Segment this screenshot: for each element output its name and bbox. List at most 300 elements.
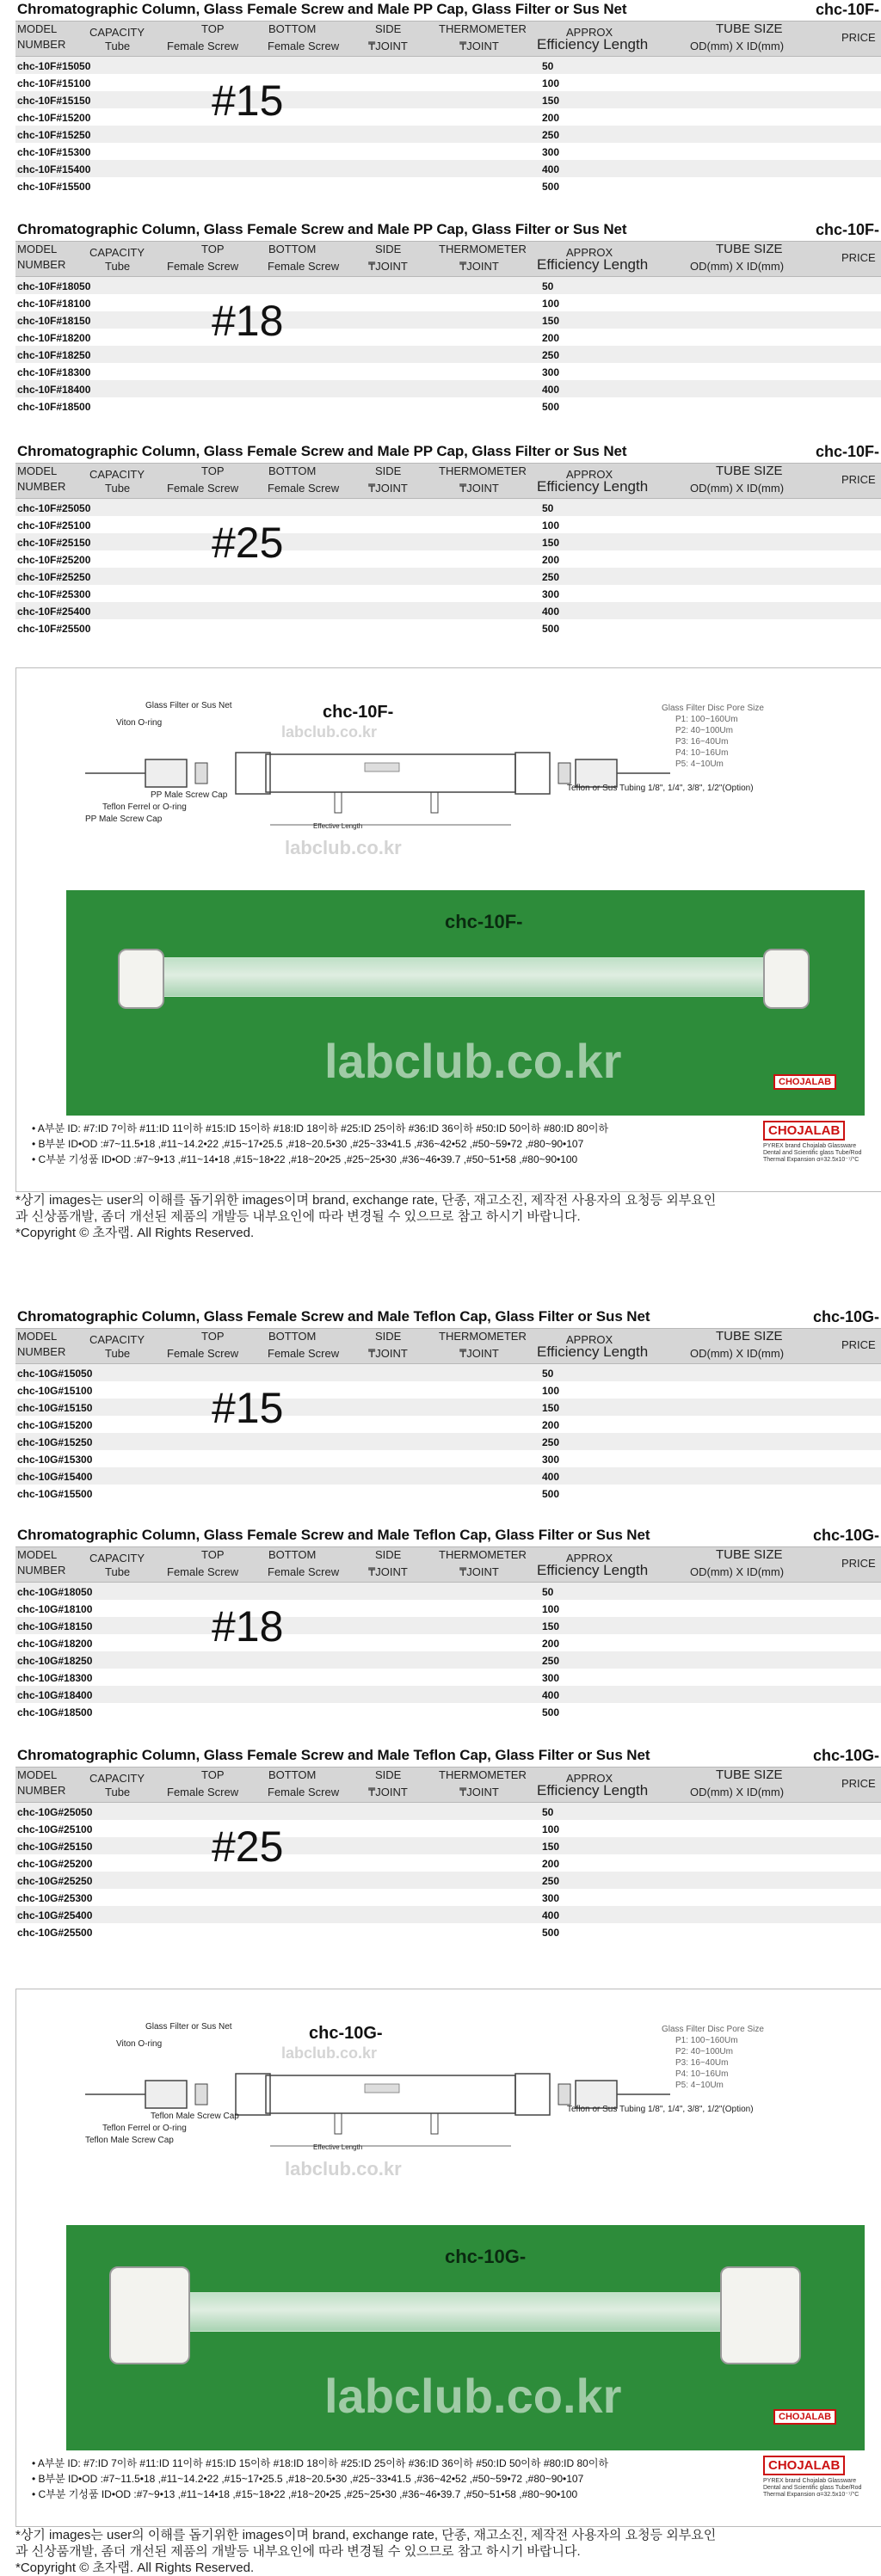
col-efficiency-length: Efficiency Length bbox=[537, 1343, 649, 1360]
table-row bbox=[15, 1583, 881, 1600]
watermark-top: labclub.co.kr bbox=[281, 2044, 378, 2062]
efficiency-length-value: 250 bbox=[542, 1655, 560, 1667]
efficiency-length-value: 200 bbox=[542, 1419, 560, 1431]
table-row bbox=[15, 550, 881, 568]
table-row bbox=[15, 74, 881, 91]
model-number: chc-10F#15200 bbox=[17, 112, 91, 124]
product-table bbox=[15, 0, 881, 194]
label-glass-filter: Glass Filter or Sus Net bbox=[145, 2022, 232, 2032]
table-row bbox=[15, 533, 881, 550]
table-row bbox=[15, 1381, 881, 1399]
model-number: chc-10F#18100 bbox=[17, 298, 91, 310]
product-table bbox=[15, 1746, 881, 1940]
table-row bbox=[15, 1433, 881, 1450]
col-efficiency-length: Efficiency Length bbox=[537, 256, 649, 273]
table-title: Chromatographic Column, Glass Female Screw and Male PP Cap, Glass Filter or Sus Net bbox=[17, 443, 627, 459]
model-number: chc-10G#15400 bbox=[17, 1471, 93, 1483]
col-price: PRICE bbox=[841, 31, 876, 44]
table-row bbox=[15, 1703, 881, 1720]
col-top-screw: Female Screw bbox=[167, 260, 239, 273]
col-thermometer: THERMOMETER bbox=[439, 22, 527, 35]
spec-bullets bbox=[32, 1121, 608, 1167]
col-side-joint: ₸JOINT bbox=[368, 1347, 408, 1360]
col-efficiency-length: Efficiency Length bbox=[537, 36, 649, 52]
table-title-bar bbox=[15, 220, 881, 241]
logo-subtext-line: Thermal Expansion α=32.5x10⁻⁷/°C bbox=[763, 1157, 859, 1163]
table-row bbox=[15, 311, 881, 329]
table-row bbox=[15, 57, 881, 74]
product-table bbox=[15, 442, 881, 636]
model-number: chc-10F#18150 bbox=[17, 315, 91, 327]
table-row bbox=[15, 516, 881, 533]
efficiency-length-value: 100 bbox=[542, 1603, 560, 1615]
col-efficiency-length: Efficiency Length bbox=[537, 1562, 649, 1578]
efficiency-length-value: 50 bbox=[542, 60, 554, 72]
table-header bbox=[15, 241, 881, 277]
table-row bbox=[15, 1467, 881, 1485]
col-top-screw: Female Screw bbox=[167, 40, 239, 52]
col-bottom: BOTTOM bbox=[268, 1768, 317, 1781]
table-row bbox=[15, 346, 881, 363]
diagram-title: chc-10F- bbox=[323, 703, 394, 722]
table-title-bar bbox=[15, 1746, 881, 1767]
table-code: chc-10G- bbox=[812, 1527, 879, 1544]
table-header bbox=[15, 1546, 881, 1583]
table-title: Chromatographic Column, Glass Female Screw and Male Teflon Cap, Glass Filter or Sus Net bbox=[17, 1747, 650, 1763]
col-bottom-screw: Female Screw bbox=[268, 260, 340, 273]
efficiency-length-value: 200 bbox=[542, 332, 560, 344]
col-thermo-joint: ₸JOINT bbox=[459, 1786, 499, 1798]
table-row bbox=[15, 1669, 881, 1686]
col-number: NUMBER bbox=[17, 258, 66, 271]
model-number: chc-10F#18300 bbox=[17, 366, 91, 378]
table-row bbox=[15, 397, 881, 415]
col-number: NUMBER bbox=[17, 1784, 66, 1797]
table-row bbox=[15, 329, 881, 346]
model-number: chc-10G#18050 bbox=[17, 1586, 93, 1598]
efficiency-length-value: 500 bbox=[542, 1927, 560, 1939]
efficiency-length-value: 150 bbox=[542, 315, 560, 327]
efficiency-length-value: 250 bbox=[542, 1875, 560, 1887]
table-header bbox=[15, 463, 881, 499]
spec-bullets bbox=[32, 2456, 608, 2502]
col-tube-size: TUBE SIZE bbox=[716, 22, 783, 36]
efficiency-length-value: 500 bbox=[542, 1706, 560, 1718]
disclaimer-note bbox=[15, 2527, 876, 2576]
col-side: SIDE bbox=[375, 464, 402, 477]
col-approx: APPROX bbox=[566, 26, 613, 39]
product-table bbox=[15, 1307, 881, 1502]
logo-subtext-line: Dental and Scientific glass Tube/Rod bbox=[763, 2485, 862, 2491]
photo-title: chc-10G- bbox=[445, 2246, 527, 2267]
col-price: PRICE bbox=[841, 1557, 876, 1570]
table-row bbox=[15, 1416, 881, 1433]
col-approx: APPROX bbox=[566, 1552, 613, 1565]
screw-cap-left bbox=[118, 949, 164, 1009]
table-row bbox=[15, 126, 881, 143]
col-tube-size: TUBE SIZE bbox=[716, 1329, 783, 1343]
efficiency-length-value: 500 bbox=[542, 401, 560, 413]
table-row bbox=[15, 1399, 881, 1416]
efficiency-length-value: 300 bbox=[542, 1672, 560, 1684]
model-number: chc-10F#25200 bbox=[17, 554, 91, 566]
label-male-cap: Teflon Male Screw Cap bbox=[151, 2112, 239, 2121]
table-row bbox=[15, 1906, 881, 1923]
col-bottom-screw: Female Screw bbox=[268, 482, 340, 495]
table-row bbox=[15, 294, 881, 311]
logo-subtext-line: Dental and Scientific glass Tube/Rod bbox=[763, 1150, 862, 1156]
model-number: chc-10G#25200 bbox=[17, 1858, 93, 1870]
model-number: chc-10F#18200 bbox=[17, 332, 91, 344]
product-table bbox=[15, 1526, 881, 1720]
table-header bbox=[15, 1767, 881, 1803]
col-tube: Tube bbox=[105, 1565, 131, 1578]
table-row bbox=[15, 1923, 881, 1940]
tube-size-big-label: #15 bbox=[212, 77, 284, 125]
label-tubing: Teflon or Sus Tubing 1/8", 1/4", 3/8", 1/2"(Option) bbox=[567, 2105, 754, 2114]
col-thermo-joint: ₸JOINT bbox=[459, 1565, 499, 1578]
pore-size-list bbox=[662, 2024, 764, 2091]
col-od-id: OD(mm) X ID(mm) bbox=[690, 1347, 785, 1360]
col-od-id: OD(mm) X ID(mm) bbox=[690, 482, 785, 495]
table-row bbox=[15, 1686, 881, 1703]
table-row bbox=[15, 1634, 881, 1651]
model-number: chc-10F#15250 bbox=[17, 129, 91, 141]
table-body bbox=[15, 1364, 881, 1502]
table-header bbox=[15, 21, 881, 57]
model-number: chc-10G#25100 bbox=[17, 1823, 93, 1835]
col-number: NUMBER bbox=[17, 38, 66, 51]
pore-size-item: P5: 4~10Um bbox=[675, 2081, 724, 2090]
pore-size-item: P4: 10~16Um bbox=[675, 748, 729, 758]
col-top: TOP bbox=[201, 1548, 225, 1561]
table-code: chc-10F- bbox=[815, 443, 879, 460]
col-approx: APPROX bbox=[566, 1772, 613, 1785]
efficiency-length-value: 400 bbox=[542, 1909, 560, 1921]
table-row bbox=[15, 499, 881, 516]
pore-size-item: P4: 10~16Um bbox=[675, 2069, 729, 2079]
model-number: chc-10G#18100 bbox=[17, 1603, 93, 1615]
efficiency-length-value: 500 bbox=[542, 181, 560, 193]
model-number: chc-10G#25250 bbox=[17, 1875, 93, 1887]
watermark-mid: labclub.co.kr bbox=[285, 837, 402, 858]
product-photo bbox=[66, 890, 865, 1116]
efficiency-length-value: 100 bbox=[542, 1385, 560, 1397]
col-thermometer: THERMOMETER bbox=[439, 1768, 527, 1781]
col-number: NUMBER bbox=[17, 1564, 66, 1577]
col-bottom-screw: Female Screw bbox=[268, 1786, 340, 1798]
disclaimer-line: *Copyright © 초자랩. All Rights Reserved. bbox=[15, 1226, 255, 1240]
col-side: SIDE bbox=[375, 243, 402, 255]
photo-title: chc-10F- bbox=[445, 911, 523, 932]
model-number: chc-10F#15100 bbox=[17, 77, 91, 89]
pore-size-item: P3: 16~40Um bbox=[675, 737, 729, 747]
table-row bbox=[15, 585, 881, 602]
col-approx: APPROX bbox=[566, 1333, 613, 1346]
efficiency-length-value: 500 bbox=[542, 1488, 560, 1500]
col-approx: APPROX bbox=[566, 468, 613, 481]
col-thermo-joint: ₸JOINT bbox=[459, 482, 499, 495]
col-efficiency-length: Efficiency Length bbox=[537, 478, 649, 495]
label-viton-oring: Viton O-ring bbox=[116, 2039, 163, 2049]
col-bottom: BOTTOM bbox=[268, 1548, 317, 1561]
watermark-top: labclub.co.kr bbox=[281, 723, 378, 741]
pore-size-item: Glass Filter Disc Pore Size bbox=[662, 2025, 764, 2034]
table-body bbox=[15, 499, 881, 636]
col-thermo-joint: ₸JOINT bbox=[459, 40, 499, 52]
efficiency-length-value: 500 bbox=[542, 623, 560, 635]
label-ferrule: Teflon Ferrel or O-ring bbox=[102, 802, 187, 812]
efficiency-length-value: 50 bbox=[542, 1368, 554, 1380]
spec-bullet: • B부분 ID•OD :#7~11.5•18 ,#11~14.2•22 ,#15~17•25.5 ,#18~20.5•30 ,#25~33•41.5 ,#36~42•52 ,#50~59•72 ,#80~90•107 bbox=[32, 1138, 584, 1150]
col-top: TOP bbox=[201, 22, 225, 35]
efficiency-length-value: 150 bbox=[542, 95, 560, 107]
table-title: Chromatographic Column, Glass Female Screw and Male Teflon Cap, Glass Filter or Sus Net bbox=[17, 1308, 650, 1325]
logo-subtext-line: PYREX brand Chojalab Glassware bbox=[763, 1143, 857, 1149]
col-tube-size: TUBE SIZE bbox=[716, 242, 783, 256]
pore-size-item: P2: 40~100Um bbox=[675, 2047, 733, 2056]
table-row bbox=[15, 160, 881, 177]
screw-cap-right bbox=[720, 2266, 801, 2364]
label-ferrule: Teflon Ferrel or O-ring bbox=[102, 2124, 187, 2133]
col-top-screw: Female Screw bbox=[167, 482, 239, 495]
table-row bbox=[15, 380, 881, 397]
col-price: PRICE bbox=[841, 1338, 876, 1351]
pore-size-item: P2: 40~100Um bbox=[675, 726, 733, 735]
model-number: chc-10G#25050 bbox=[17, 1806, 93, 1818]
col-od-id: OD(mm) X ID(mm) bbox=[690, 1786, 785, 1798]
label-male-cap-2: Teflon Male Screw Cap bbox=[85, 2136, 174, 2145]
disclaimer-line: 과 신상품개발, 좀더 개선된 제품의 개발등 내부요인에 따라 변경될 수 있으므로 참고 하시기 바랍니다. bbox=[15, 2544, 581, 2559]
table-row bbox=[15, 143, 881, 160]
col-capacity: CAPACITY bbox=[89, 246, 145, 259]
col-top-screw: Female Screw bbox=[167, 1565, 239, 1578]
table-body bbox=[15, 57, 881, 194]
efficiency-length-value: 100 bbox=[542, 298, 560, 310]
col-model: MODEL bbox=[17, 1768, 58, 1781]
table-title-bar bbox=[15, 1307, 881, 1328]
col-side: SIDE bbox=[375, 1330, 402, 1343]
model-number: chc-10F#18500 bbox=[17, 401, 91, 413]
efficiency-length-value: 250 bbox=[542, 349, 560, 361]
glass-column-image bbox=[144, 2292, 782, 2332]
efficiency-length-value: 200 bbox=[542, 1858, 560, 1870]
spec-bullet: • A부분 ID: #7:ID 7이하 #11:ID 11이하 #15:ID 15이하 #18:ID 18이하 #25:ID 25이하 #36:ID 36이하 #50:ID 50이하 #80:ID 80이하 bbox=[32, 1122, 609, 1134]
col-side-joint: ₸JOINT bbox=[368, 482, 408, 495]
screw-cap-left bbox=[109, 2266, 190, 2364]
disclaimer-line: *Copyright © 초자랩. All Rights Reserved. bbox=[15, 2561, 255, 2575]
col-thermo-joint: ₸JOINT bbox=[459, 260, 499, 273]
model-number: chc-10G#25500 bbox=[17, 1927, 93, 1939]
model-number: chc-10F#25250 bbox=[17, 571, 91, 583]
model-number: chc-10G#18150 bbox=[17, 1620, 93, 1632]
efficiency-length-value: 250 bbox=[542, 129, 560, 141]
table-body bbox=[15, 277, 881, 415]
model-number: chc-10G#15150 bbox=[17, 1402, 93, 1414]
table-row bbox=[15, 619, 881, 636]
efficiency-length-value: 400 bbox=[542, 384, 560, 396]
efficiency-length-value: 200 bbox=[542, 112, 560, 124]
disclaimer-line: 과 신상품개발, 좀더 개선된 제품의 개발등 내부요인에 따라 변경될 수 있으므로 참고 하시기 바랍니다. bbox=[15, 1209, 581, 1224]
table-title: Chromatographic Column, Glass Female Screw and Male Teflon Cap, Glass Filter or Sus Net bbox=[17, 1527, 650, 1543]
label-male-cap: PP Male Screw Cap bbox=[151, 790, 228, 800]
col-capacity: CAPACITY bbox=[89, 1772, 145, 1785]
col-bottom-screw: Female Screw bbox=[268, 1347, 340, 1360]
brand-logo-main: CHOJALAB bbox=[763, 1121, 845, 1140]
table-row bbox=[15, 1364, 881, 1381]
model-number: chc-10F#15150 bbox=[17, 95, 91, 107]
table-code: chc-10G- bbox=[812, 1747, 879, 1764]
label-viton-oring: Viton O-ring bbox=[116, 718, 163, 728]
col-number: NUMBER bbox=[17, 480, 66, 493]
col-bottom: BOTTOM bbox=[268, 22, 317, 35]
col-model: MODEL bbox=[17, 1330, 58, 1343]
efficiency-length-value: 100 bbox=[542, 520, 560, 532]
tube-size-big-label: #15 bbox=[212, 1384, 284, 1432]
col-side: SIDE bbox=[375, 1768, 402, 1781]
logo-subtext-line: PYREX brand Chojalab Glassware bbox=[763, 2478, 857, 2484]
efficiency-length-value: 100 bbox=[542, 77, 560, 89]
model-number: chc-10G#18300 bbox=[17, 1672, 93, 1684]
table-row bbox=[15, 1854, 881, 1872]
col-tube: Tube bbox=[105, 40, 131, 52]
model-number: chc-10F#18050 bbox=[17, 280, 91, 292]
model-number: chc-10G#18500 bbox=[17, 1706, 93, 1718]
efficiency-length-value: 250 bbox=[542, 1436, 560, 1448]
model-number: chc-10G#18400 bbox=[17, 1689, 93, 1701]
table-row bbox=[15, 177, 881, 194]
col-tube: Tube bbox=[105, 482, 131, 495]
table-row bbox=[15, 91, 881, 108]
col-side-joint: ₸JOINT bbox=[368, 1786, 408, 1798]
efficiency-length-value: 300 bbox=[542, 366, 560, 378]
product-table bbox=[15, 220, 881, 415]
col-bottom: BOTTOM bbox=[268, 464, 317, 477]
efficiency-length-value: 50 bbox=[542, 280, 554, 292]
table-title-bar bbox=[15, 0, 881, 21]
col-side-joint: ₸JOINT bbox=[368, 1565, 408, 1578]
efficiency-length-value: 250 bbox=[542, 571, 560, 583]
tube-size-big-label: #18 bbox=[212, 1602, 284, 1651]
model-number: chc-10G#15250 bbox=[17, 1436, 93, 1448]
pore-size-item: P1: 100~160Um bbox=[675, 715, 738, 724]
model-number: chc-10F#15050 bbox=[17, 60, 91, 72]
efficiency-length-value: 300 bbox=[542, 146, 560, 158]
efficiency-length-value: 300 bbox=[542, 1454, 560, 1466]
brand-logo-subtext bbox=[763, 2478, 861, 2499]
col-thermometer: THERMOMETER bbox=[439, 1330, 527, 1343]
col-tube: Tube bbox=[105, 1786, 131, 1798]
col-capacity: CAPACITY bbox=[89, 1552, 145, 1565]
pore-size-item: Glass Filter Disc Pore Size bbox=[662, 704, 764, 713]
pore-size-item: P1: 100~160Um bbox=[675, 2036, 738, 2045]
col-top: TOP bbox=[201, 464, 225, 477]
col-thermometer: THERMOMETER bbox=[439, 243, 527, 255]
model-number: chc-10G#15300 bbox=[17, 1454, 93, 1466]
model-number: chc-10F#25150 bbox=[17, 537, 91, 549]
table-code: chc-10G- bbox=[812, 1308, 879, 1325]
col-top: TOP bbox=[201, 1768, 225, 1781]
brand-logo: CHOJALAB bbox=[773, 2409, 836, 2425]
col-tube-size: TUBE SIZE bbox=[716, 1547, 783, 1562]
col-bottom: BOTTOM bbox=[268, 1330, 317, 1343]
tube-size-big-label: #25 bbox=[212, 519, 284, 567]
col-price: PRICE bbox=[841, 251, 876, 264]
efficiency-length-value: 150 bbox=[542, 1402, 560, 1414]
label-tubing: Teflon or Sus Tubing 1/8", 1/4", 3/8", 1/2"(Option) bbox=[567, 784, 754, 793]
efficiency-length-value: 50 bbox=[542, 1586, 554, 1598]
col-thermometer: THERMOMETER bbox=[439, 464, 527, 477]
watermark-mid: labclub.co.kr bbox=[285, 2158, 402, 2179]
table-row bbox=[15, 363, 881, 380]
table-title: Chromatographic Column, Glass Female Screw and Male PP Cap, Glass Filter or Sus Net bbox=[17, 1, 627, 17]
pore-size-item: P5: 4~10Um bbox=[675, 759, 724, 769]
table-row bbox=[15, 277, 881, 294]
tube-size-big-label: #25 bbox=[212, 1823, 284, 1871]
model-number: chc-10F#18250 bbox=[17, 349, 91, 361]
table-row bbox=[15, 1803, 881, 1820]
efficiency-length-value: 400 bbox=[542, 1471, 560, 1483]
model-number: chc-10F#25100 bbox=[17, 520, 91, 532]
label-glass-filter: Glass Filter or Sus Net bbox=[145, 701, 232, 710]
col-side: SIDE bbox=[375, 22, 402, 35]
efficiency-length-value: 300 bbox=[542, 1892, 560, 1904]
label-effective-length: Effective Length bbox=[313, 2143, 363, 2151]
col-price: PRICE bbox=[841, 473, 876, 486]
col-number: NUMBER bbox=[17, 1345, 66, 1358]
disclaimer-note bbox=[15, 1192, 876, 1241]
efficiency-length-value: 200 bbox=[542, 554, 560, 566]
table-row bbox=[15, 1450, 881, 1467]
col-od-id: OD(mm) X ID(mm) bbox=[690, 1565, 785, 1578]
label-effective-length: Effective Length bbox=[313, 822, 363, 830]
model-number: chc-10F#25500 bbox=[17, 623, 91, 635]
spec-bullet: • C부분 기성품 ID•OD :#7~9•13 ,#11~14•18 ,#15~18•22 ,#18~20•25 ,#25~25•30 ,#36~46•39.7 ,#50~51•58 ,#80~90•100 bbox=[32, 1153, 578, 1165]
col-bottom-screw: Female Screw bbox=[268, 40, 340, 52]
table-code: chc-10F- bbox=[815, 221, 879, 238]
efficiency-length-value: 150 bbox=[542, 1841, 560, 1853]
table-row bbox=[15, 602, 881, 619]
model-number: chc-10G#25300 bbox=[17, 1892, 93, 1904]
model-number: chc-10G#15100 bbox=[17, 1385, 93, 1397]
efficiency-length-value: 200 bbox=[542, 1638, 560, 1650]
col-model: MODEL bbox=[17, 1548, 58, 1561]
col-bottom-screw: Female Screw bbox=[268, 1565, 340, 1578]
model-number: chc-10G#18250 bbox=[17, 1655, 93, 1667]
col-od-id: OD(mm) X ID(mm) bbox=[690, 260, 785, 273]
diagram-panel bbox=[15, 667, 881, 1192]
spec-bullet: • A부분 ID: #7:ID 7이하 #11:ID 11이하 #15:ID 15이하 #18:ID 18이하 #25:ID 25이하 #36:ID 36이하 #50:ID 50이하 #80:ID 80이하 bbox=[32, 2457, 609, 2469]
brand-logo-main: CHOJALAB bbox=[763, 2456, 845, 2475]
glass-column-image bbox=[144, 957, 782, 997]
col-tube-size: TUBE SIZE bbox=[716, 1768, 783, 1782]
model-number: chc-10F#25050 bbox=[17, 502, 91, 514]
photo-watermark: labclub.co.kr bbox=[324, 2369, 622, 2423]
spec-bullet: • C부분 기성품 ID•OD :#7~9•13 ,#11~14•18 ,#15~18•22 ,#18~20•25 ,#25~25•30 ,#36~46•39.7 ,#50~51•58 ,#80~90•100 bbox=[32, 2488, 578, 2500]
col-top: TOP bbox=[201, 243, 225, 255]
brand-logo: CHOJALAB bbox=[773, 1074, 836, 1090]
model-number: chc-10G#25150 bbox=[17, 1841, 93, 1853]
col-top: TOP bbox=[201, 1330, 225, 1343]
model-number: chc-10G#15500 bbox=[17, 1488, 93, 1500]
table-title-bar bbox=[15, 442, 881, 463]
col-top-screw: Female Screw bbox=[167, 1347, 239, 1360]
table-header bbox=[15, 1328, 881, 1364]
col-capacity: CAPACITY bbox=[89, 468, 145, 481]
col-model: MODEL bbox=[17, 243, 58, 255]
diagram-panel bbox=[15, 1989, 881, 2527]
model-number: chc-10F#15400 bbox=[17, 163, 91, 175]
